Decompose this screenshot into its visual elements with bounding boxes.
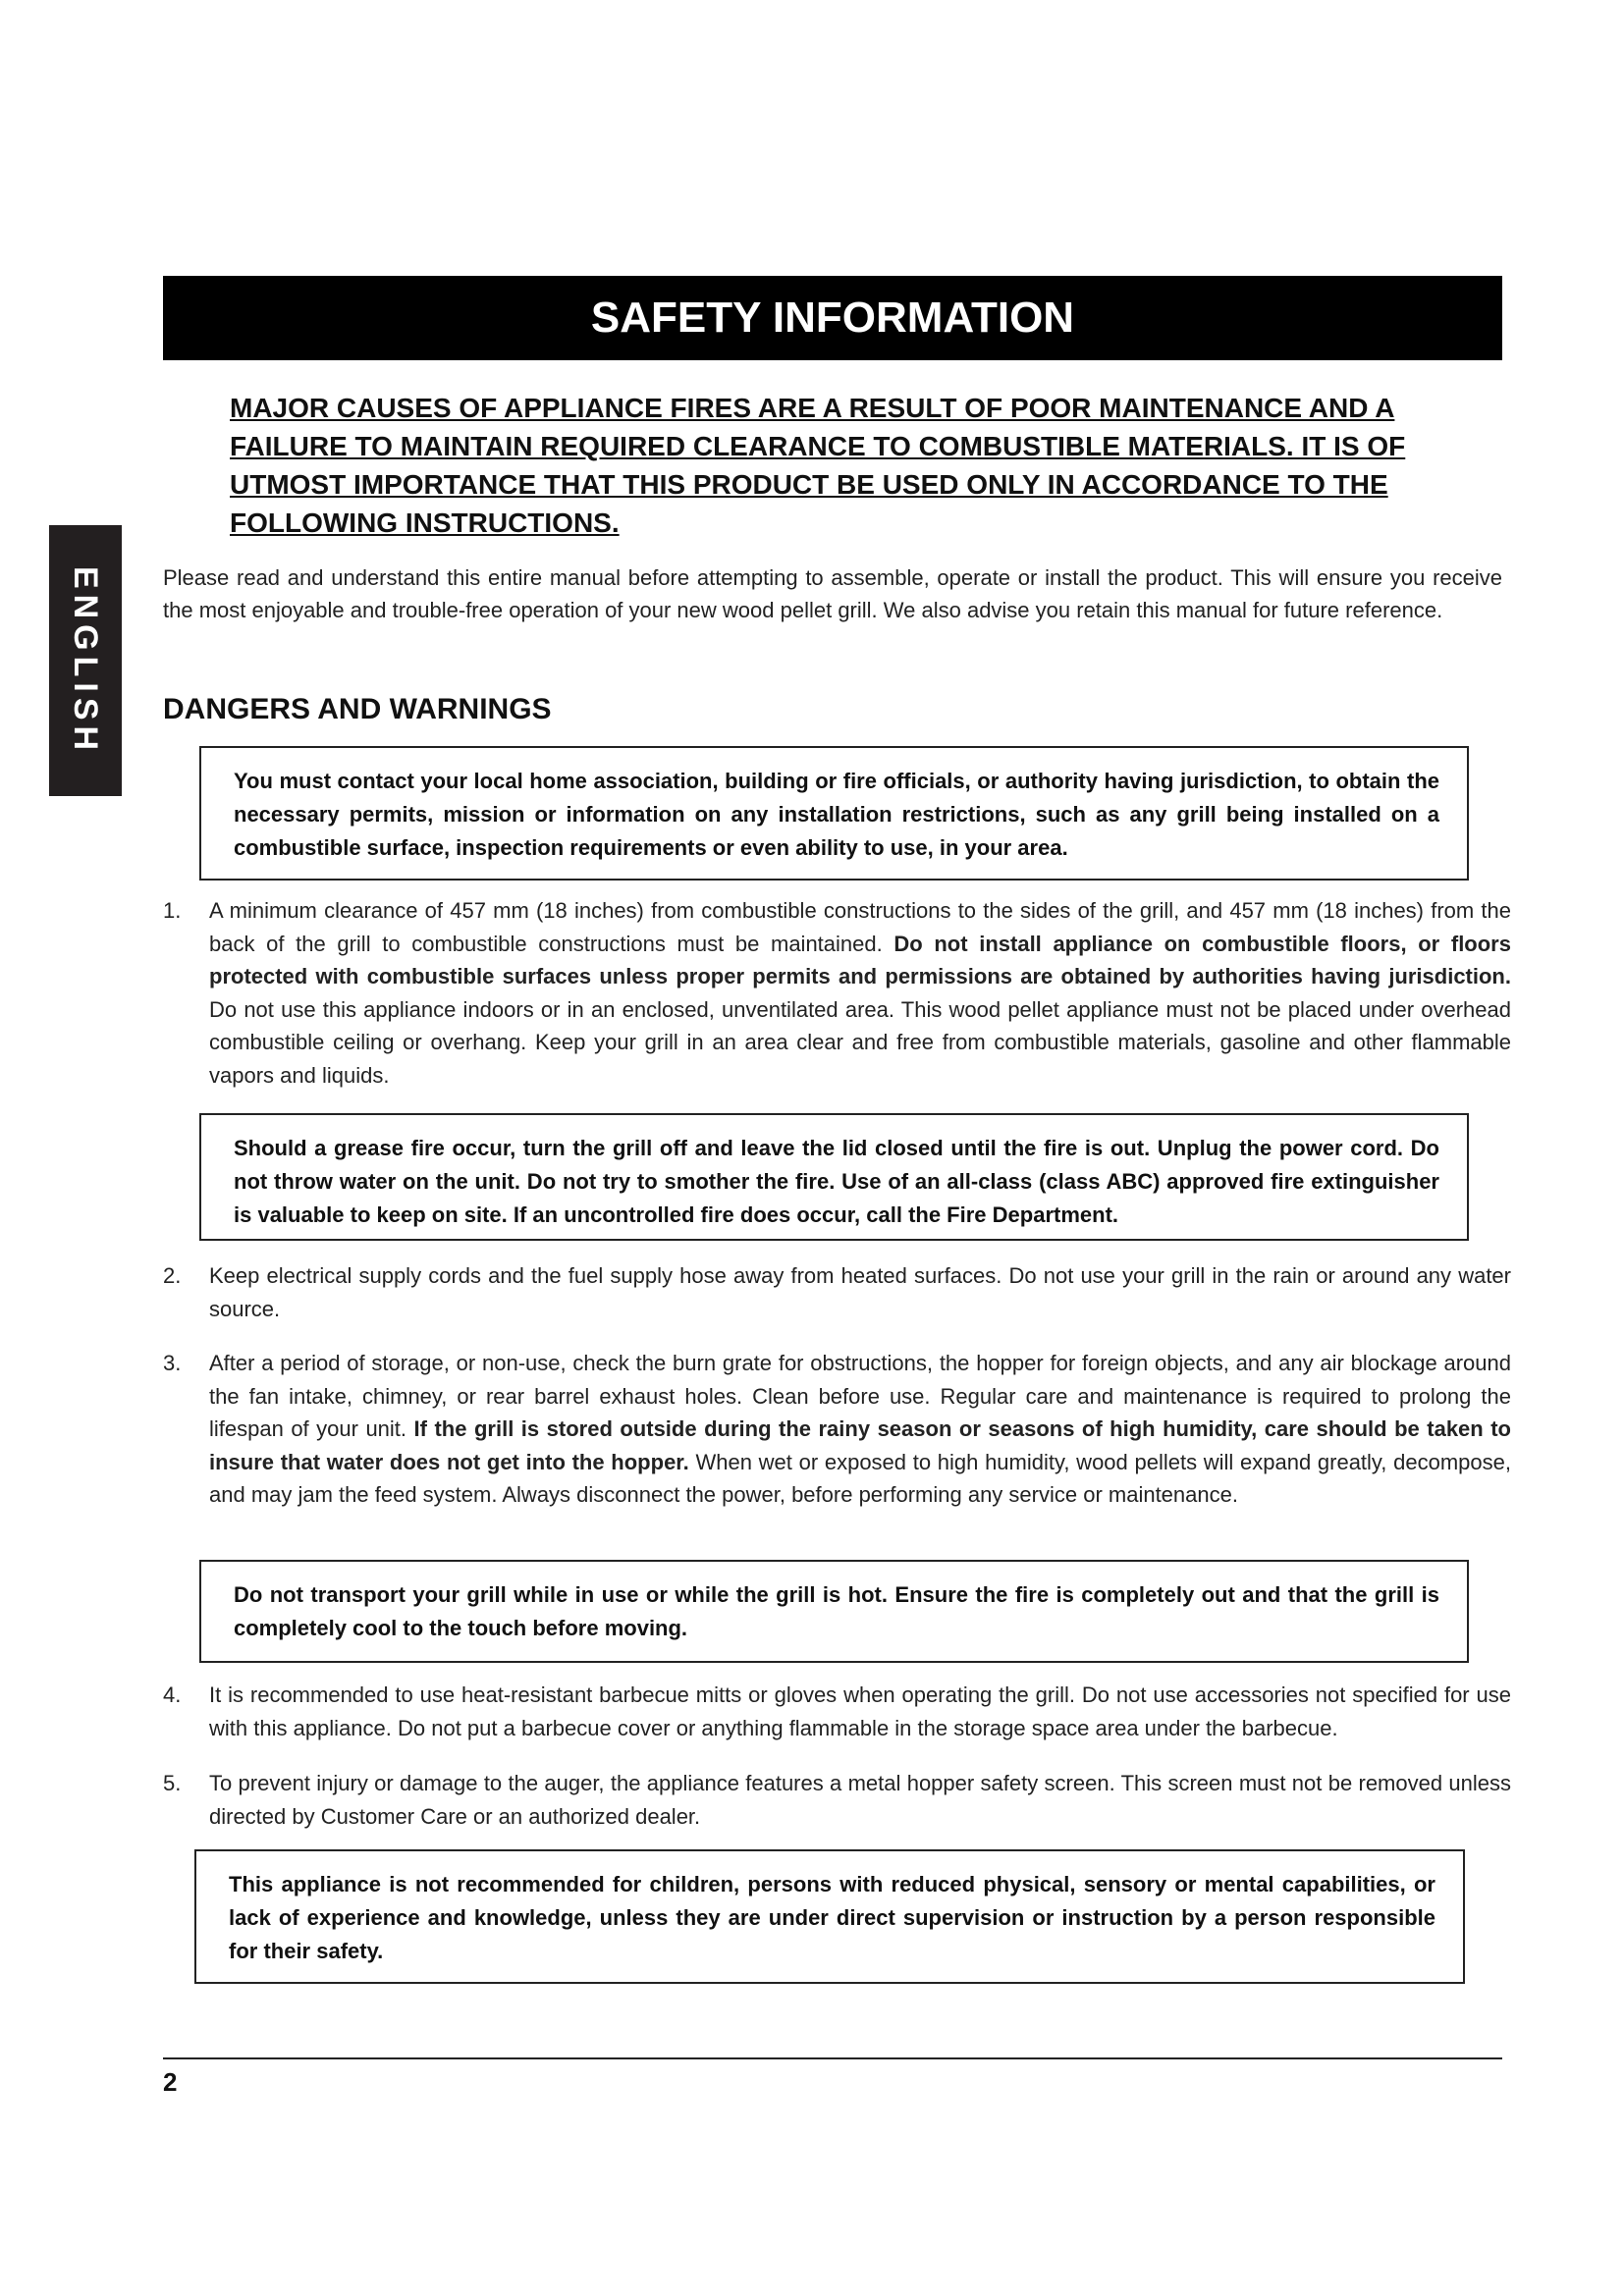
warning-box-permits: You must contact your local home association, building or fire officials, or authority having jurisdiction, to obtain the necessary permits, mission or information on any installation restrictions, such as any grill being installed on a combustible surface, inspection requirements or even ability to use, in your area. — [199, 746, 1469, 881]
list-item-text: It is recommended to use heat-resistant barbecue mitts or gloves when operating the grill. Do not use accessories not specified for use with this appliance. Do not put a barbecue cover or anything flammable in the storage space area under the barbecue. — [209, 1682, 1511, 1740]
language-tab — [49, 525, 122, 796]
warning-box-children: This appliance is not recommended for children, persons with reduced physical, sensory or mental capabilities, or lack of experience and knowledge, unless they are under direct supervision or instruction by a person responsible for their safety. — [194, 1849, 1465, 1984]
language-tab-label: ENGLISH — [67, 565, 105, 756]
section-heading: DANGERS AND WARNINGS — [163, 693, 552, 725]
list-item-text: After a period of storage, or non-use, check the burn grate for obstructions, the hopper for foreign objects, and any air blockage around the fan intake, chimney, or rear barrel exhaust holes. Clean before use. Regular care and maintenance is required to prolong the lifespan of your unit. If the grill is stored outside during the rainy season or seasons of high humidity, care should be taken to insure that water does not get into the hopper. When wet or exposed to high humidity, wood pellets will expand greatly, decompose, and may jam the feed system. Always disconnect the power, before performing any service or maintenance. — [209, 1351, 1511, 1507]
page-title: SAFETY INFORMATION — [163, 276, 1502, 360]
list-item-text: Keep electrical supply cords and the fuel supply hose away from heated surfaces. Do not use your grill in the rain or around any water source. — [209, 1263, 1511, 1321]
list-item-number: 4. — [163, 1682, 182, 1707]
list-item-text: A minimum clearance of 457 mm (18 inches) from combustible constructions to the sides of the grill, and 457 mm (18 inches) from the back of the grill to combustible constructions must be maintained. Do not install appliance on combustible floors, or floors protected with combustible surfaces unless proper permits and permissions are obtained by authorities having jurisdiction. Do not use this appliance indoors or in an enclosed, unventilated area. This wood pellet appliance must not be placed under overhead combustible ceiling or overhang. Keep your grill in an area clear and free from combustible materials, gasoline and other flammable vapors and liquids. — [209, 898, 1511, 1088]
intro-paragraph: Please read and understand this entire manual before attempting to assemble, operate or install the product. This will ensure you receive the most enjoyable and trouble-free operation of your new wood pellet grill. We also advise you retain this manual for future reference. — [163, 565, 1502, 622]
footer-rule — [163, 2057, 1502, 2059]
page-number: 2 — [163, 2067, 178, 2097]
list-item-text: To prevent injury or damage to the auger, the appliance features a metal hopper safety screen. This screen must not be removed unless directed by Customer Care or an authorized dealer. — [209, 1771, 1511, 1829]
intro-warning: MAJOR CAUSES OF APPLIANCE FIRES ARE A RESULT OF POOR MAINTENANCE AND A FAILURE TO MAINTAIN REQUIRED CLEARANCE TO COMBUSTIBLE MATERIALS. IT IS OF UTMOST IMPORTANCE THAT THIS PRODUCT BE USED ONLY IN ACCORDANCE TO THE FOLLOWING INSTRUCTIONS. — [230, 393, 1406, 538]
list-item-number: 2. — [163, 1263, 182, 1288]
warning-box-transport: Do not transport your grill while in use or while the grill is hot. Ensure the fire is completely out and that the grill is completely cool to the touch before moving. — [199, 1560, 1469, 1663]
warning-box-grease-fire: Should a grease fire occur, turn the grill off and leave the lid closed until the fire is out. Unplug the power cord. Do not throw water on the unit. Do not try to smother the fire. Use of an all-class (class ABC) approved fire extinguisher is valuable to keep on site. If an uncontrolled fire does occur, call the Fire Department. — [199, 1113, 1469, 1241]
list-item-number: 5. — [163, 1771, 182, 1795]
list-item-number: 3. — [163, 1351, 182, 1375]
list-item-number: 1. — [163, 898, 182, 923]
